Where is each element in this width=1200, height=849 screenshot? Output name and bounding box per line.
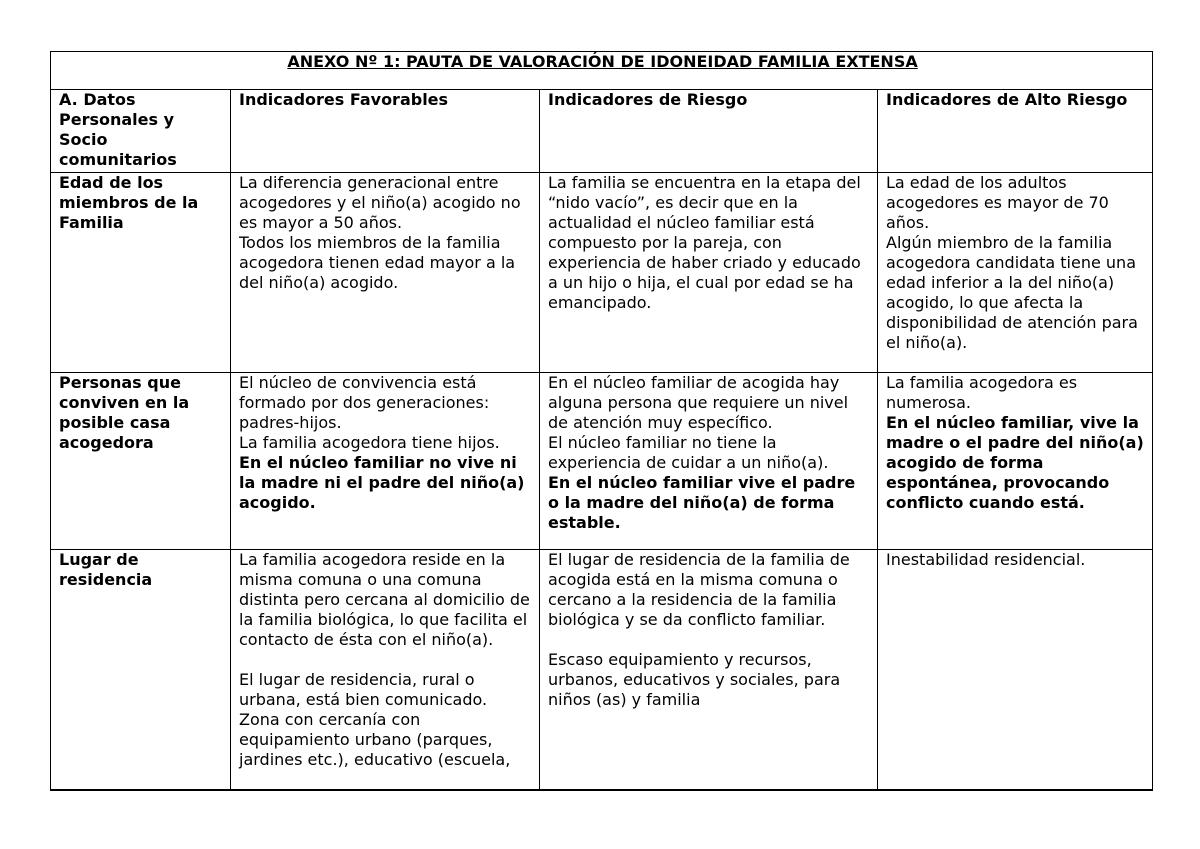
document-title: ANEXO Nº 1: PAUTA DE VALORACIÓN DE IDONEIDAD FAMILIA EXTENSA xyxy=(287,52,918,71)
cell-text: La diferencia generacional entre acogedores y el niño(a) acogido no es mayor a 50 años. xyxy=(239,173,521,232)
evaluation-table xyxy=(50,51,1153,791)
bold-text: En el núcleo familiar vive el padre o la madre del niño(a) de forma estable. xyxy=(548,473,856,532)
table-row-lugar xyxy=(51,550,1153,790)
title-row xyxy=(51,52,1153,90)
table-row-edad xyxy=(51,173,1153,373)
cell-text: Todos los miembros de la familia acogedora tienen edad mayor a la del niño(a) acogido. xyxy=(239,233,516,292)
cell-text: La familia acogedora es numerosa. xyxy=(886,373,1078,412)
row-label: Personas que conviven en la posible casa acogedora xyxy=(51,373,231,550)
header-indicadores-alto-riesgo: Indicadores de Alto Riesgo xyxy=(878,90,1153,173)
cell-text: Zona con cercanía con equipamiento urbano (parques, jardines etc.), educativo (escuela, xyxy=(239,710,511,769)
cell-text: La edad de los adultos acogedores es mayor de 70 años. xyxy=(886,173,1109,232)
header-datos-personales: A. Datos Personales y Socio comunitarios xyxy=(51,90,231,173)
title-cell xyxy=(51,52,1153,90)
header-indicadores-riesgo: Indicadores de Riesgo xyxy=(540,90,878,173)
cell-riesgo xyxy=(540,373,878,550)
bold-text: En el núcleo familiar, vive la madre o el padre del niño(a) acogido de forma espontánea, provocando conflicto cuando está. xyxy=(886,413,1144,512)
cell-text: La familia acogedora reside en la misma comuna o una comuna distinta pero cercana al domicilio de la familia biológica, lo que facilita el contacto de ésta con el niño(a). xyxy=(239,550,530,649)
header-indicadores-favorables: Indicadores Favorables xyxy=(231,90,540,173)
cell-alto-riesgo xyxy=(878,550,1153,790)
cell-text: El núcleo familiar no tiene la experiencia de cuidar a un niño(a). xyxy=(548,433,829,472)
cell-text: La familia se encuentra en la etapa del “nido vacío”, es decir que en la actualidad el núcleo familiar está compuesto por la pareja, con experiencia de haber criado y educado a un hijo o hija, el cual por edad se ha emancipado. xyxy=(548,173,861,312)
cell-alto-riesgo xyxy=(878,173,1153,373)
table-row-personas xyxy=(51,373,1153,550)
cell-text: El lugar de residencia, rural o urbana, está bien comunicado. xyxy=(239,670,488,709)
row-label: Edad de los miembros de la Familia xyxy=(51,173,231,373)
cell-text-bold xyxy=(548,473,871,533)
header-row xyxy=(51,90,1153,173)
cell-text: En el núcleo familiar de acogida hay alguna persona que requiere un nivel de atención muy específico. xyxy=(548,373,849,432)
cell-text: Escaso equipamiento y recursos, urbanos, educativos y sociales, para niños (as) y familia xyxy=(548,650,841,709)
cell-favorables xyxy=(231,173,540,373)
cell-riesgo xyxy=(540,173,878,373)
cell-text-bold xyxy=(886,413,1146,513)
bold-text: En el núcleo familiar no vive ni la madre ni el padre del niño(a) acogido. xyxy=(239,453,525,512)
cell-alto-riesgo xyxy=(878,373,1153,550)
cell-text: La familia acogedora tiene hijos. xyxy=(239,433,500,452)
cell-text: Algún miembro de la familia acogedora candidata tiene una edad inferior a la del niño(a) acogido, lo que afecta la disponibilidad de atención para el niño(a). xyxy=(886,233,1138,352)
cell-text-bold xyxy=(239,453,533,513)
cell-favorables xyxy=(231,550,540,790)
cell-text: Inestabilidad residencial. xyxy=(886,550,1086,569)
cell-favorables xyxy=(231,373,540,550)
cell-text: El núcleo de convivencia está formado por dos generaciones: padres-hijos. xyxy=(239,373,490,432)
cell-text: El lugar de residencia de la familia de acogida está en la misma comuna o cercano a la residencia de la familia biológica y se da conflicto familiar. xyxy=(548,550,850,629)
row-label: Lugar de residencia xyxy=(51,550,231,790)
cell-riesgo xyxy=(540,550,878,790)
